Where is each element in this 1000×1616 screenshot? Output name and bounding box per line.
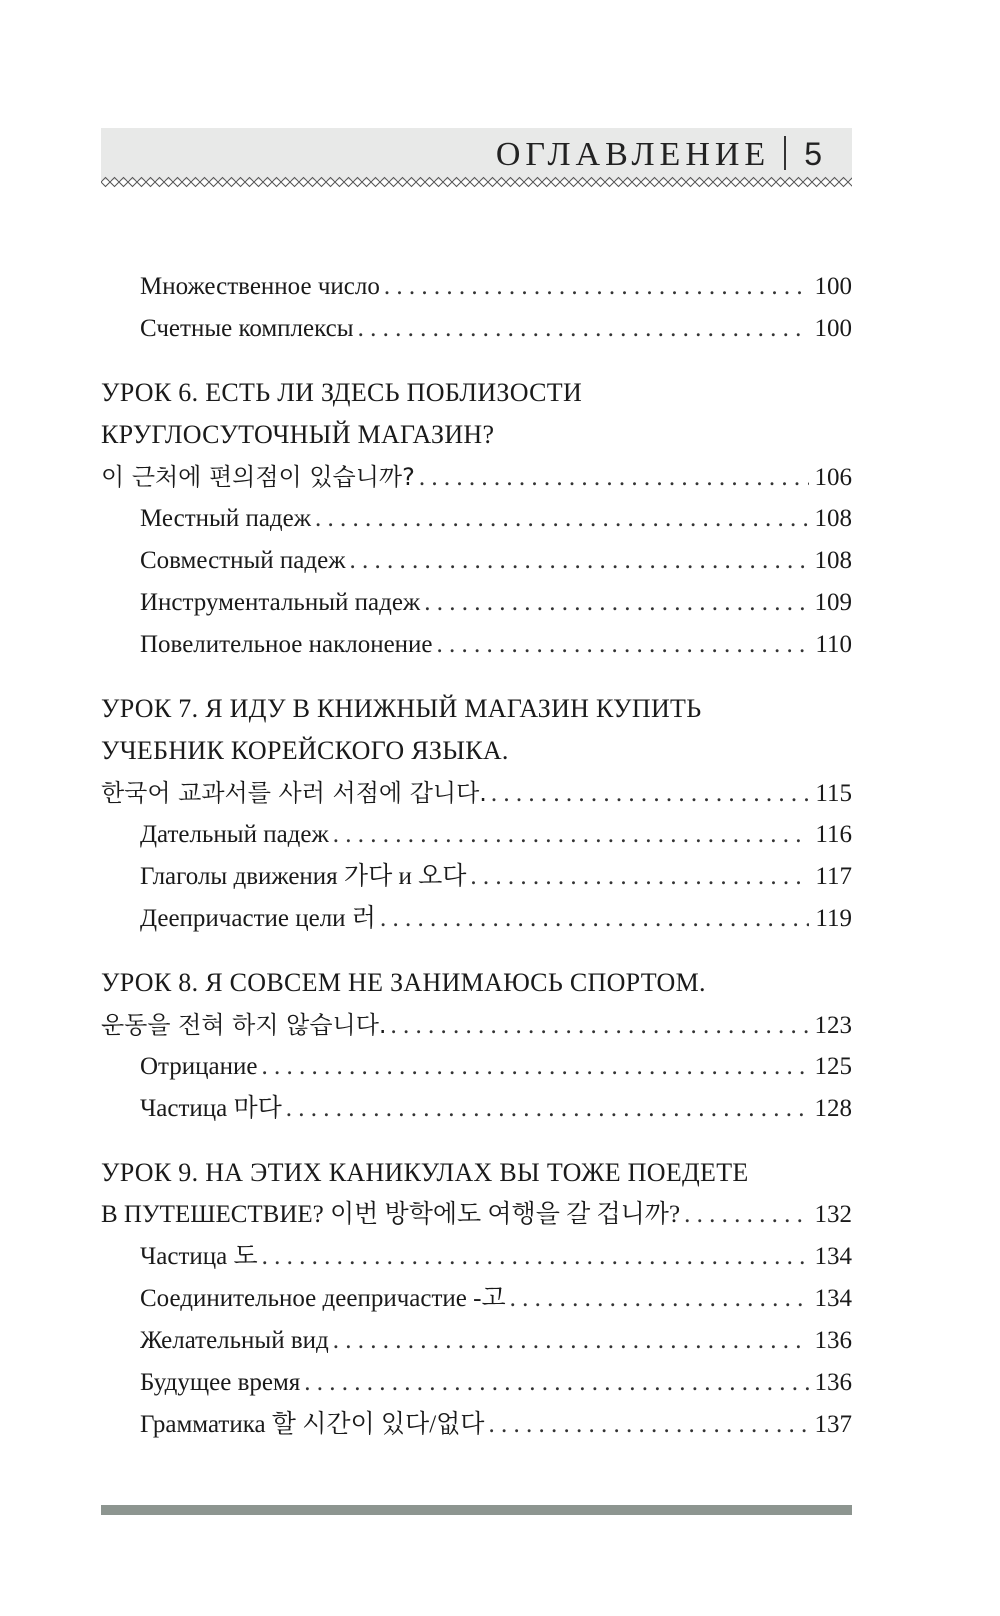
lesson-6-heading-line-2[interactable]: КРУГЛОСУТОЧНЫЙ МАГАЗИН? bbox=[101, 420, 495, 449]
toc-entry-page: 108 bbox=[814, 505, 852, 532]
toc-entry[interactable] bbox=[101, 898, 852, 940]
toc-entry-title: Частица 도 bbox=[140, 1243, 258, 1270]
toc-leader-dots bbox=[262, 1236, 809, 1278]
header-page-number: 5 bbox=[804, 136, 822, 172]
toc-leader-dots bbox=[437, 624, 810, 666]
toc-entry-title: Деепричастие цели 러 bbox=[140, 905, 376, 932]
toc-entry-page: 134 bbox=[814, 1285, 852, 1312]
toc-entry-page: 119 bbox=[815, 905, 852, 932]
toc-entry-title: Соединительное деепричастие -고 bbox=[140, 1285, 506, 1312]
toc-leader-dots bbox=[315, 498, 808, 540]
toc-leader-dots bbox=[424, 582, 808, 624]
toc-entry-page: 116 bbox=[815, 821, 852, 848]
toc-entry[interactable] bbox=[101, 1320, 852, 1362]
toc-entry-page: 123 bbox=[814, 1012, 852, 1039]
toc-entry-page: 136 bbox=[814, 1369, 852, 1396]
toc-entry-page: 109 bbox=[814, 589, 852, 616]
toc-entry-title: Дательный падеж bbox=[140, 821, 329, 848]
toc-leader-dots bbox=[304, 1362, 808, 1404]
toc-leader-dots bbox=[333, 1320, 809, 1362]
toc-entry[interactable] bbox=[101, 814, 852, 856]
toc-entry-title: Глаголы движения 가다 и 오다 bbox=[140, 863, 467, 890]
lesson-6-heading-line-1[interactable]: УРОК 6. ЕСТЬ ЛИ ЗДЕСЬ ПОБЛИЗОСТИ bbox=[101, 378, 583, 407]
toc-entry-page: 117 bbox=[815, 863, 852, 890]
toc-entry-title: Инструментальный падеж bbox=[140, 589, 421, 616]
toc-entry[interactable] bbox=[101, 308, 852, 350]
toc-entry-title: Грамматика 할 시간이 있다/없다 bbox=[140, 1411, 485, 1438]
toc-entry-page: 128 bbox=[814, 1095, 852, 1122]
toc-entry[interactable] bbox=[101, 266, 852, 308]
toc-entry-page: 137 bbox=[814, 1411, 852, 1438]
toc-entry-title: Частица 마다 bbox=[140, 1095, 282, 1122]
toc-leader-dots bbox=[286, 1088, 809, 1130]
toc-leader-dots bbox=[380, 898, 809, 940]
toc-entry-page: 100 bbox=[814, 273, 852, 300]
toc-entry[interactable] bbox=[101, 498, 852, 540]
toc-entry-page: 136 bbox=[814, 1327, 852, 1354]
toc-leader-dots bbox=[358, 308, 809, 350]
toc-leader-dots bbox=[333, 814, 810, 856]
toc-entry-title: Местный падеж bbox=[140, 505, 312, 532]
lesson-8-heading-line-1[interactable]: УРОК 8. Я СОВСЕМ НЕ ЗАНИМАЮСЬ СПОРТОМ. bbox=[101, 968, 706, 997]
toc-leader-dots bbox=[470, 856, 809, 898]
header-separator bbox=[784, 136, 786, 170]
toc-entry-title: 한국어 교과서를 사러 서점에 갑니다. bbox=[101, 779, 487, 807]
lesson-7-korean-entry[interactable] bbox=[101, 772, 852, 814]
lesson-6-korean-entry[interactable] bbox=[101, 456, 852, 498]
toc-entry[interactable] bbox=[101, 1046, 852, 1088]
lesson-9-heading-line-1[interactable]: УРОК 9. НА ЭТИХ КАНИКУЛАХ ВЫ ТОЖЕ ПОЕДЕТЕ bbox=[101, 1158, 749, 1187]
header-text bbox=[496, 136, 822, 174]
toc-entry-title: Множественное число bbox=[140, 273, 380, 300]
toc-entry[interactable] bbox=[101, 540, 852, 582]
toc-leader-dots bbox=[488, 1404, 808, 1446]
header-title: ОГЛАВЛЕНИЕ bbox=[495, 136, 771, 173]
toc-entry[interactable] bbox=[101, 856, 852, 898]
toc-entry-page: 115 bbox=[815, 780, 852, 807]
lesson-7-heading-line-1[interactable]: УРОК 7. Я ИДУ В КНИЖНЫЙ МАГАЗИН КУПИТЬ bbox=[101, 694, 702, 723]
running-header bbox=[101, 128, 852, 180]
toc-entry-title: Желательный вид bbox=[140, 1327, 329, 1354]
toc-entry-page: 125 bbox=[814, 1053, 852, 1080]
table-of-contents bbox=[101, 266, 852, 1446]
toc-leader-dots bbox=[419, 457, 809, 499]
toc-entry-title: Будущее время bbox=[140, 1369, 301, 1396]
toc-entry[interactable] bbox=[101, 1088, 852, 1130]
toc-entry-page: 100 bbox=[814, 315, 852, 342]
toc-entry-title: Счетные комплексы bbox=[140, 315, 354, 342]
lesson-8-korean-entry[interactable] bbox=[101, 1004, 852, 1046]
toc-entry-page: 110 bbox=[815, 631, 852, 658]
toc-leader-dots bbox=[384, 266, 809, 308]
toc-entry-title: В ПУТЕШЕСТВИЕ? 이번 방학에도 여행을 갈 겁니까? bbox=[101, 1201, 681, 1228]
toc-entry[interactable] bbox=[101, 1236, 852, 1278]
lesson-7-heading-line-2[interactable]: УЧЕБНИК КОРЕЙСКОГО ЯЗЫКА. bbox=[101, 736, 509, 765]
header-ornament-border bbox=[101, 176, 852, 188]
toc-leader-dots bbox=[491, 773, 810, 815]
toc-leader-dots bbox=[684, 1194, 808, 1236]
toc-leader-dots bbox=[349, 540, 808, 582]
toc-entry-page: 106 bbox=[814, 464, 852, 491]
toc-entry-title: Отрицание bbox=[140, 1053, 258, 1080]
toc-entry[interactable] bbox=[101, 1278, 852, 1320]
toc-entry-page: 134 bbox=[814, 1243, 852, 1270]
toc-leader-dots bbox=[510, 1278, 809, 1320]
lesson-9-heading-line-2[interactable] bbox=[101, 1194, 852, 1236]
toc-entry[interactable] bbox=[101, 582, 852, 624]
toc-entry-page: 108 bbox=[814, 547, 852, 574]
toc-entry-title: 이 근처에 편의점이 있습니까? bbox=[101, 463, 415, 491]
toc-entry-title: 운동을 전혀 하지 않습니다. bbox=[101, 1011, 387, 1039]
toc-entry[interactable] bbox=[101, 1362, 852, 1404]
toc-leader-dots bbox=[262, 1046, 809, 1088]
toc-entry-title: Повелительное наклонение bbox=[140, 631, 433, 658]
toc-entry-title: Совместный падеж bbox=[140, 547, 346, 574]
footer-rule bbox=[101, 1505, 852, 1515]
toc-entry[interactable] bbox=[101, 624, 852, 666]
toc-entry-page: 132 bbox=[814, 1201, 852, 1228]
toc-entry[interactable] bbox=[101, 1404, 852, 1446]
toc-leader-dots bbox=[391, 1005, 809, 1047]
